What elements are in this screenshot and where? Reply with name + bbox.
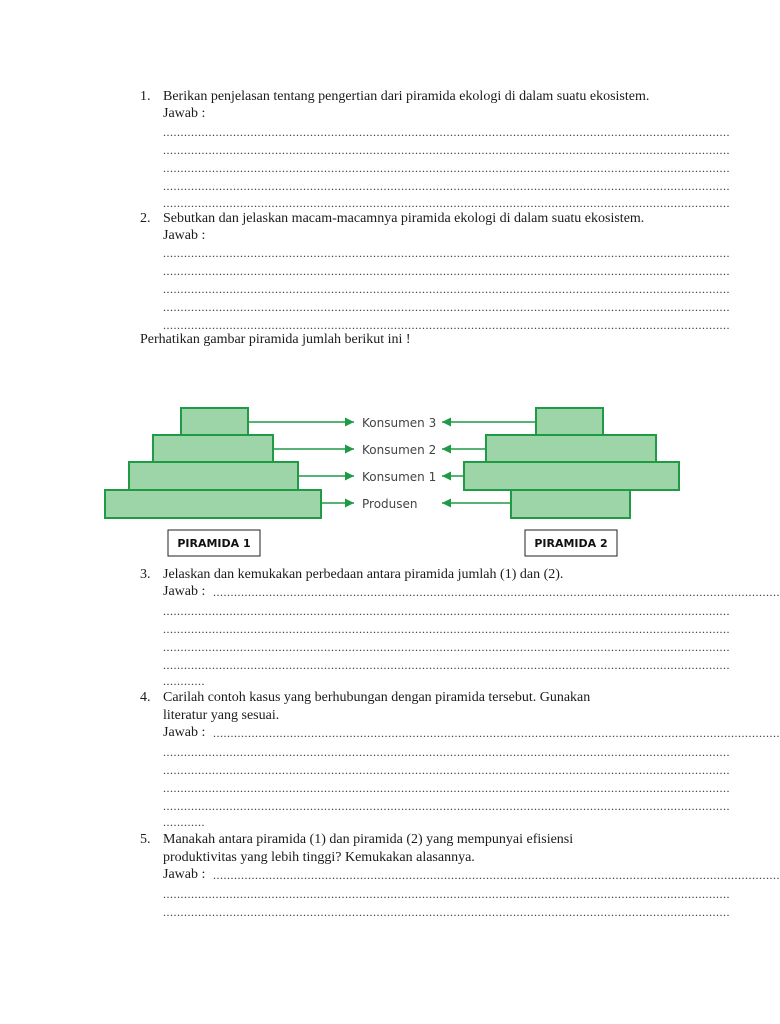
answer-line[interactable]: ..................................................................................................................................................................	[163, 604, 730, 618]
answer-line[interactable]: ..................................................................................................................................................................	[163, 125, 730, 139]
pyramid-2-level-konsumen-2	[486, 435, 656, 462]
answer-line-end[interactable]: ............	[163, 674, 205, 688]
question-5-answer-label: Jawab :	[163, 867, 206, 882]
pyramid-2-level-konsumen-3	[536, 408, 603, 435]
pyramid-2	[464, 408, 679, 518]
question-4-number: 4.	[140, 690, 151, 705]
pyramid-2-level-produsen	[511, 490, 630, 518]
answer-line[interactable]: ..................................................................................................................................................................	[163, 887, 730, 901]
answer-line[interactable]: ..................................................................................................................................................................	[163, 640, 730, 654]
pyramid-diagram	[0, 398, 768, 568]
answer-line-end[interactable]: ............	[163, 815, 205, 829]
answer-line[interactable]: ..................................................................................................................................................................	[163, 246, 730, 260]
answer-line[interactable]: ..................................................................................................................................................................	[163, 622, 730, 636]
answer-line[interactable]: ..................................................................................................................................................................	[163, 658, 730, 672]
question-4-answer-label: Jawab :	[163, 725, 206, 740]
answer-line[interactable]: ..................................................................................................................................................................	[163, 763, 730, 777]
question-4-text-line-2: literatur yang sesuai.	[163, 708, 280, 723]
question-4-text-line-1: Carilah contoh kasus yang berhubungan dengan piramida tersebut. Gunakan	[163, 690, 591, 705]
answer-line[interactable]: ..................................................................................................................................................................	[163, 781, 730, 795]
question-3-answer-label: Jawab :	[163, 584, 206, 599]
pyramid-1	[105, 408, 321, 518]
question-2-text: Sebutkan dan jelaskan macam-macamnya piramida ekologi di dalam suatu ekosistem.	[163, 211, 645, 226]
question-2-number: 2.	[140, 211, 151, 226]
answer-line[interactable]: ..................................................................................................................................................................	[163, 264, 730, 278]
question-3-text: Jelaskan dan kemukakan perbedaan antara piramida jumlah (1) dan (2).	[163, 567, 564, 582]
question-1-number: 1.	[140, 89, 151, 104]
question-5-text-line-1: Manakah antara piramida (1) dan piramida (2) yang mempunyai efisiensi	[163, 832, 574, 847]
answer-line[interactable]: ..................................................................................................................................................................	[163, 318, 730, 332]
pyramid-1-level-konsumen-1	[129, 462, 298, 490]
pyramid-1-level-produsen	[105, 490, 321, 518]
question-2-answer-label: Jawab :	[163, 228, 206, 243]
answer-line[interactable]: ..................................................................................................................................................................	[163, 799, 730, 813]
pyramid-1-label: PIRAMIDA 1	[177, 537, 251, 550]
pyramid-1-level-konsumen-2	[153, 435, 273, 462]
answer-line[interactable]: ..................................................................................................................................................................	[213, 868, 780, 882]
answer-line[interactable]: ..................................................................................................................................................................	[163, 300, 730, 314]
answer-line[interactable]: ..................................................................................................................................................................	[163, 282, 730, 296]
answer-line[interactable]: ..................................................................................................................................................................	[213, 726, 780, 740]
level-label-konsumen-2: Konsumen 2	[362, 443, 437, 457]
instruction-text: Perhatikan gambar piramida jumlah berikut ini !	[140, 332, 411, 347]
question-1-text: Berikan penjelasan tentang pengertian dari piramida ekologi di dalam suatu ekosistem.	[163, 89, 650, 104]
question-5-number: 5.	[140, 832, 151, 847]
answer-line[interactable]: ..................................................................................................................................................................	[163, 179, 730, 193]
pyramid-2-label: PIRAMIDA 2	[534, 537, 608, 550]
question-3-number: 3.	[140, 567, 151, 582]
question-1-answer-label: Jawab :	[163, 106, 206, 121]
pyramid-2-level-konsumen-1	[464, 462, 679, 490]
answer-line[interactable]: ..................................................................................................................................................................	[163, 745, 730, 759]
answer-line[interactable]: ..................................................................................................................................................................	[213, 585, 780, 599]
answer-line[interactable]: ..................................................................................................................................................................	[163, 196, 730, 210]
pyramid-1-level-konsumen-3	[181, 408, 248, 435]
answer-line[interactable]: ..................................................................................................................................................................	[163, 143, 730, 157]
level-label-konsumen-1: Konsumen 1	[362, 470, 437, 484]
level-label-produsen: Produsen	[362, 497, 418, 511]
level-label-konsumen-3: Konsumen 3	[362, 416, 437, 430]
answer-line[interactable]: ..................................................................................................................................................................	[163, 905, 730, 919]
answer-line[interactable]: ..................................................................................................................................................................	[163, 161, 730, 175]
question-5-text-line-2: produktivitas yang lebih tinggi? Kemukakan alasannya.	[163, 850, 475, 865]
